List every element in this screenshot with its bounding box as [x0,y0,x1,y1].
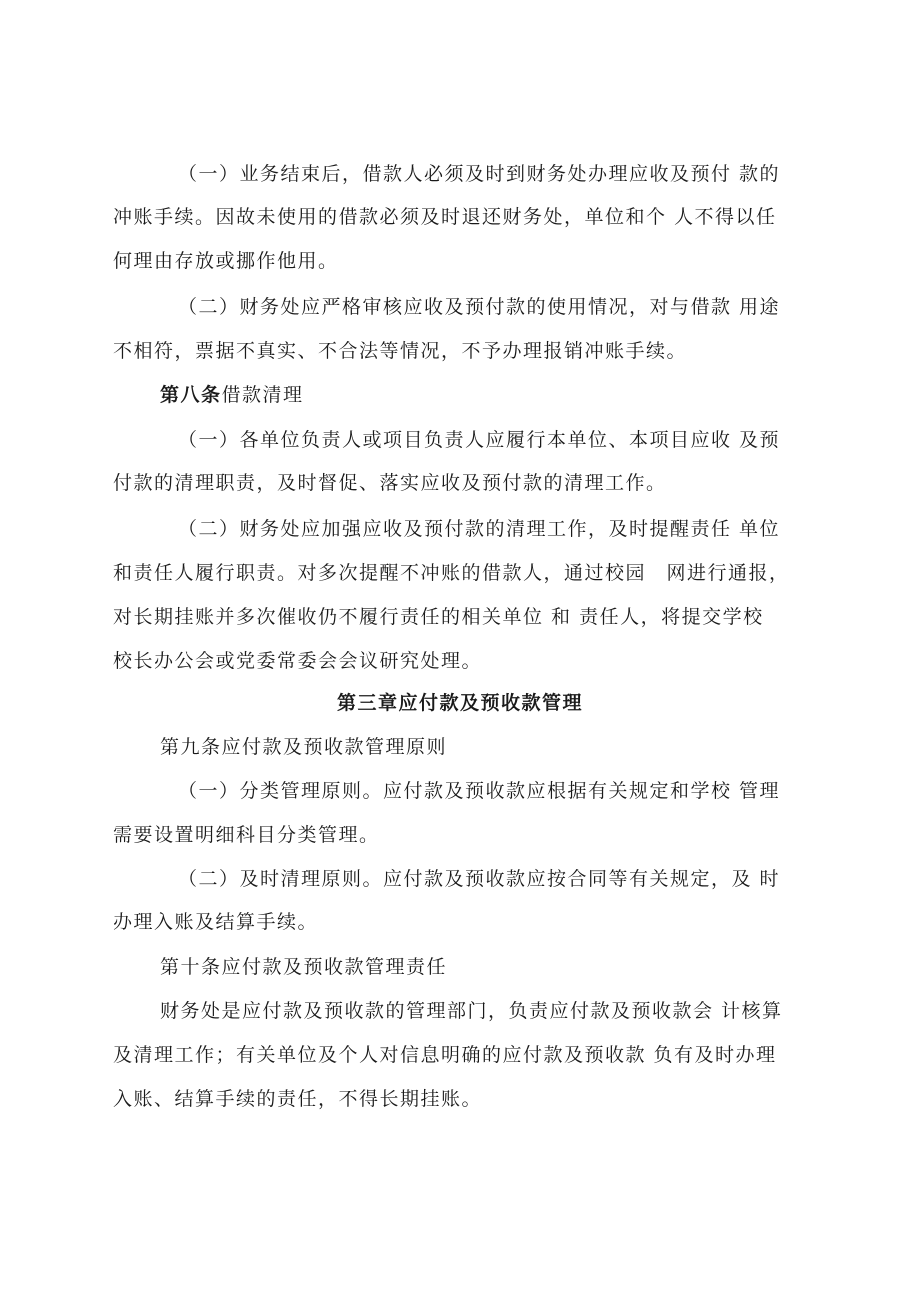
paragraph-3-line-2: 付款的清理职责，及时督促、落实应收及预付款的清理工作。 [113,472,667,494]
paragraph-5-line-1: （一）分类管理原则。应付款及预收款应根据有关规定和学校 管理 [178,780,781,802]
article-9-heading: 第九条应付款及预收款管理原则 [160,736,448,758]
paragraph-4-line-2: 和责任人履行职责。对多次提醒不冲账的借款人，通过校园 网进行通报， [113,562,790,584]
paragraph-7-line-1: 财务处是应付款及预收款的管理部门，负责应付款及预收款会 计核算 [160,1000,783,1022]
paragraph-7-line-2: 及清理工作；有关单位及个人对信息明确的应付款及预收款 负有及时办理 [113,1044,777,1066]
paragraph-3-line-1: （一）各单位负责人或项目负责人应履行本单位、本项目应收 及预 [178,429,781,451]
paragraph-1-line-2: 冲账手续。因故未使用的借款必须及时退还财务处，单位和个 人不得以任 [113,206,777,228]
chapter-3-heading: 第三章应付款及预收款管理 [336,692,583,714]
paragraph-4-line-4: 校长办公会或党委常委会会议研究处理。 [113,650,483,672]
paragraph-6-line-1: （二）及时清理原则。应付款及预收款应按合同等有关规定，及 时 [178,868,781,890]
article-10-heading: 第十条应付款及预收款管理责任 [160,956,448,978]
article-8-title: 借款清理 [221,384,304,406]
paragraph-2-line-2: 不相符，票据不真实、不合法等情况，不予办理报销冲账手续。 [113,340,688,362]
paragraph-5-line-2: 需要设置明细科目分类管理。 [113,824,380,846]
paragraph-7-line-3: 入账、结算手续的责任，不得长期挂账。 [113,1088,483,1110]
article-8-label: 第八条 [160,384,222,406]
article-8-heading [160,383,304,407]
paragraph-2-line-1: （二）财务处应严格审核应收及预付款的使用情况，对与借款 用途 [178,296,781,318]
paragraph-4-line-1: （二）财务处应加强应收及预付款的清理工作，及时提醒责任 单位 [178,518,781,540]
paragraph-4-line-3: 对长期挂账并多次催收仍不履行责任的相关单位 和 责任人，将提交学校 [113,606,764,628]
paragraph-6-line-2: 办理入账及结算手续。 [113,911,319,933]
paragraph-1-line-3: 何理由存放或挪作他用。 [113,250,339,272]
paragraph-1-line-1: （一）业务结束后，借款人必须及时到财务处办理应收及预付 款的 [178,163,781,185]
